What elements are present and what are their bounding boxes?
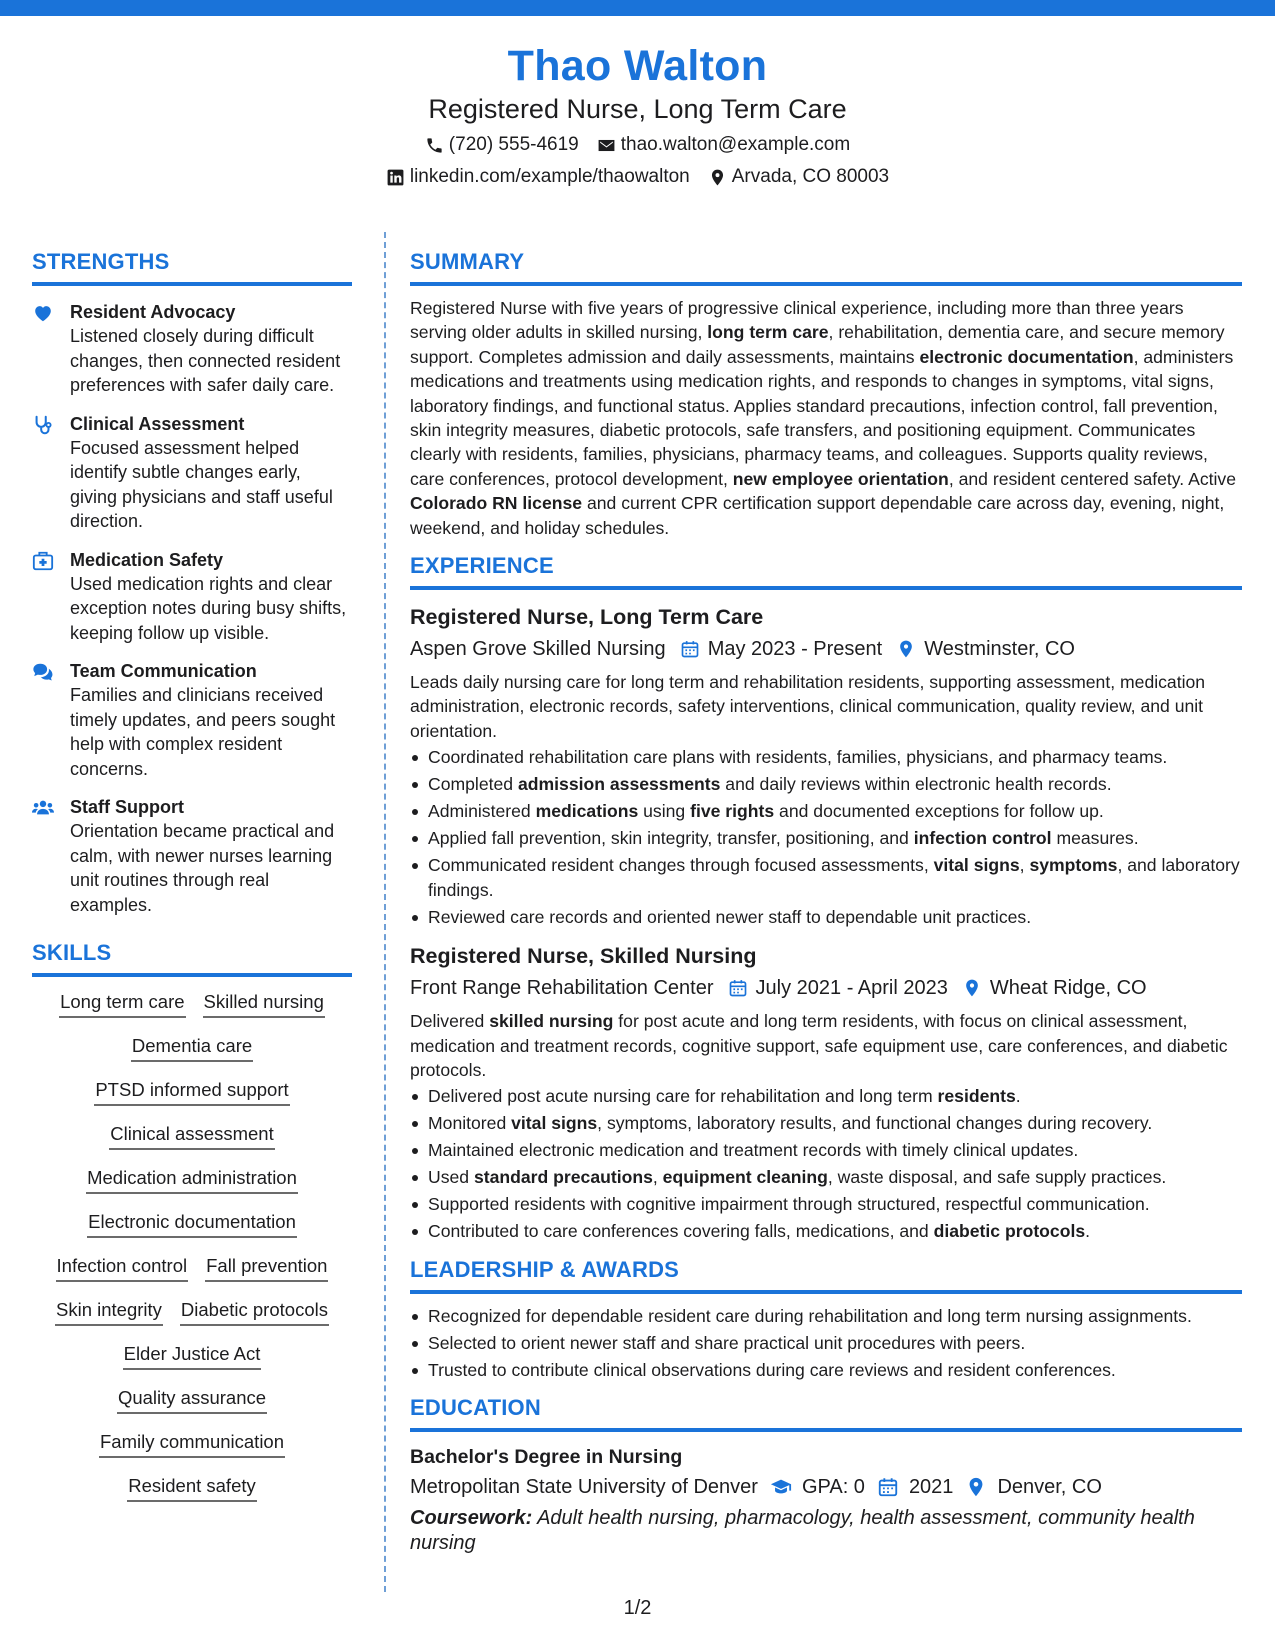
skill-tag: Clinical assessment bbox=[109, 1121, 274, 1150]
contact-phone bbox=[425, 130, 579, 160]
job-entry bbox=[410, 941, 1242, 1244]
strength-desc: Orientation became practical and calm, with newer nurses learning unit routines through real examples. bbox=[70, 821, 335, 915]
job-bullets bbox=[410, 745, 1242, 929]
skill-row bbox=[127, 1473, 257, 1502]
job-title: Registered Nurse, Long Term Care bbox=[410, 605, 764, 630]
stethoscope-icon bbox=[32, 414, 54, 436]
job-title: Registered Nurse, Skilled Nursing bbox=[410, 944, 757, 969]
strength-item bbox=[32, 659, 352, 781]
skill-row bbox=[87, 1209, 297, 1238]
heart-icon bbox=[32, 302, 54, 324]
map-pin-icon bbox=[896, 639, 916, 659]
medkit-icon bbox=[32, 550, 54, 572]
page-number: 1/2 bbox=[623, 1597, 652, 1619]
skill-row bbox=[55, 1297, 329, 1326]
strengths-heading: STRENGTHS bbox=[32, 249, 170, 274]
linkedin-link[interactable]: linkedin.com/example/thaowalton bbox=[409, 166, 690, 187]
job-meta bbox=[410, 634, 1242, 664]
skill-row bbox=[131, 1033, 253, 1062]
summary-text: Registered Nurse with five years of progressive clinical experience, including more than three years serving older adults in skilled nursing, long term care, rehabilitation, dementia care, and secure memory support. Completes admission and daily assessments, maintains electronic documentation, administers medications and treatments using medication rights, and responds to changes in symptoms, vital signs, laboratory findings, and functional status. Applies standard precautions, infection control, fall prevention, skin integrity measures, diabetic protocols, safe transfers, and positioning equipment. Communicates clearly with residents, families, physicians, pharmacy teams, and colleagues. Supports quality reviews, care conferences, protocol development, new employee orientation, and resident centered safety. Active Colorado RN license and current CPR certification support dependable care across day, evening, night, weekend, and holiday schedules. bbox=[410, 298, 1237, 538]
strength-desc: Listened closely during difficult changes, then connected resident preferences with safer daily care. bbox=[70, 326, 341, 395]
strength-title: Team Communication bbox=[70, 661, 257, 681]
job-company: Aspen Grove Skilled Nursing bbox=[410, 638, 666, 661]
summary-heading: SUMMARY bbox=[410, 249, 525, 274]
experience-heading: EXPERIENCE bbox=[410, 553, 554, 579]
contact-row-1 bbox=[0, 130, 1275, 160]
job-dates: July 2021 - April 2023 bbox=[755, 977, 948, 1000]
bullet-item: Contributed to care conferences covering falls, medications, and diabetic protocols. bbox=[410, 1219, 1242, 1243]
bullet-item: Administered medications using five rights and documented exceptions for follow up. bbox=[410, 799, 1242, 823]
strength-desc: Used medication rights and clear exception notes during busy shifts, keeping follow up visible. bbox=[70, 573, 347, 643]
top-accent-bar bbox=[0, 0, 1275, 16]
bullet-item: Selected to orient newer staff and share practical unit procedures with peers. bbox=[410, 1331, 1242, 1355]
strength-title: Medication Safety bbox=[70, 549, 224, 570]
bullet-item: Recognized for dependable resident care during rehabilitation and long term nursing assignments. bbox=[410, 1304, 1242, 1328]
bullet-item: Coordinated rehabilitation care plans with residents, families, physicians, and pharmacy teams. bbox=[410, 745, 1242, 769]
strength-title: Resident Advocacy bbox=[70, 302, 236, 322]
skill-row bbox=[94, 1077, 289, 1106]
skill-tag: Medication administration bbox=[86, 1165, 298, 1194]
education-meta bbox=[410, 1472, 1242, 1502]
bullet-item: Maintained electronic medication and treatment records with timely clinical updates. bbox=[410, 1138, 1242, 1162]
calendar-icon bbox=[728, 978, 748, 998]
users-icon bbox=[32, 797, 54, 819]
job-entry bbox=[410, 602, 1242, 929]
skills-rule bbox=[32, 973, 352, 977]
map-pin-icon bbox=[965, 1476, 987, 1498]
skill-tag: Fall prevention bbox=[205, 1253, 328, 1282]
skill-tag: Family communication bbox=[99, 1429, 285, 1458]
leadership-list bbox=[410, 1304, 1242, 1382]
bullet-item: Delivered post acute nursing care for rehabilitation and long term residents. bbox=[410, 1084, 1242, 1108]
candidate-title: Registered Nurse, Long Term Care bbox=[428, 94, 847, 124]
job-bullets bbox=[410, 1084, 1242, 1243]
contact-email[interactable] bbox=[597, 130, 850, 160]
phone-text: (720) 555-4619 bbox=[448, 134, 579, 155]
gpa-text: GPA: 0 bbox=[801, 1476, 865, 1499]
strength-item bbox=[32, 795, 352, 917]
bullet-item: Communicated resident changes through focused assessments, vital signs, symptoms, and laboratory findings. bbox=[410, 853, 1242, 902]
location-text: Arvada, CO 80003 bbox=[731, 166, 890, 187]
strength-title: Clinical Assessment bbox=[70, 413, 245, 434]
education-heading: EDUCATION bbox=[410, 1395, 541, 1421]
map-pin-icon bbox=[962, 978, 982, 998]
experience-rule bbox=[410, 586, 1242, 590]
candidate-name: Thao Walton bbox=[507, 42, 768, 90]
contact-location bbox=[708, 162, 889, 192]
email-link[interactable]: thao.walton@example.com bbox=[620, 134, 851, 155]
coursework-label: Coursework: bbox=[410, 1507, 533, 1530]
strength-title: Staff Support bbox=[70, 797, 184, 817]
strength-desc: Focused assessment helped identify subtle changes early, giving physicians and staff useful direction. bbox=[70, 437, 333, 531]
bullet-item: Applied fall prevention, skin integrity, transfer, positioning, and infection control measures. bbox=[410, 826, 1242, 850]
skill-row bbox=[99, 1429, 285, 1458]
graduation-year: 2021 bbox=[908, 1476, 954, 1499]
skill-row bbox=[86, 1165, 298, 1194]
strength-item bbox=[32, 412, 352, 534]
envelope-icon bbox=[597, 136, 616, 155]
skill-tag: Infection control bbox=[56, 1253, 189, 1282]
skill-tag: Skilled nursing bbox=[203, 989, 325, 1018]
education-rule bbox=[410, 1428, 1242, 1432]
coursework-text: Adult health nursing, pharmacology, health assessment, community health nursing bbox=[410, 1507, 1195, 1555]
bullet-item: Trusted to contribute clinical observations during care reviews and resident conferences. bbox=[410, 1358, 1242, 1382]
skills-list bbox=[32, 989, 352, 1517]
resume-header bbox=[0, 40, 1275, 192]
skill-tag: Diabetic protocols bbox=[180, 1297, 329, 1326]
left-column bbox=[32, 248, 352, 1517]
skill-row bbox=[109, 1121, 274, 1150]
strength-item bbox=[32, 300, 352, 398]
job-dates: May 2023 - Present bbox=[707, 638, 883, 661]
job-location: Westminster, CO bbox=[924, 638, 1075, 661]
phone-icon bbox=[425, 136, 444, 155]
skill-tag: Elder Justice Act bbox=[123, 1341, 262, 1370]
strengths-rule bbox=[32, 282, 352, 286]
bullet-item: Reviewed care records and oriented newer staff to dependable unit practices. bbox=[410, 905, 1242, 929]
right-column bbox=[410, 248, 1242, 1556]
skill-tag: Skin integrity bbox=[55, 1297, 163, 1326]
comments-icon bbox=[32, 661, 54, 683]
skill-tag: Long term care bbox=[59, 989, 185, 1018]
job-location: Wheat Ridge, CO bbox=[989, 977, 1147, 1000]
skill-tag: Dementia care bbox=[131, 1033, 253, 1062]
skill-row bbox=[117, 1385, 267, 1414]
skill-tag: PTSD informed support bbox=[94, 1077, 289, 1106]
skill-row bbox=[56, 1253, 329, 1282]
job-description: Delivered skilled nursing for post acute and long term residents, with focus on clinical assessment, medication and treatment records, cognitive support, safe equipment use, care conferences, and diabetic protocols. bbox=[410, 1011, 1228, 1080]
leadership-heading: LEADERSHIP & AWARDS bbox=[410, 1256, 680, 1282]
school-location: Denver, CO bbox=[997, 1476, 1102, 1499]
leadership-rule bbox=[410, 1290, 1242, 1294]
skill-tag: Resident safety bbox=[127, 1473, 257, 1502]
bullet-item: Used standard precautions, equipment cleaning, waste disposal, and safe supply practices. bbox=[410, 1165, 1242, 1189]
coursework bbox=[410, 1506, 1242, 1556]
calendar-icon bbox=[877, 1476, 899, 1498]
skills-heading: SKILLS bbox=[32, 940, 112, 965]
school-name: Metropolitan State University of Denver bbox=[410, 1476, 758, 1499]
summary-rule bbox=[410, 282, 1242, 286]
bullet-item: Supported residents with cognitive impairment through structured, respectful communication. bbox=[410, 1192, 1242, 1216]
graduation-cap-icon bbox=[770, 1476, 792, 1498]
contact-linkedin[interactable] bbox=[386, 162, 690, 192]
linkedin-icon bbox=[386, 168, 405, 187]
job-description: Leads daily nursing care for long term and rehabilitation residents, supporting assessment, medication administration, electronic records, safety interventions, clinical communication, quality review, and unit orientation. bbox=[410, 672, 1206, 741]
column-divider bbox=[384, 232, 386, 1592]
job-company: Front Range Rehabilitation Center bbox=[410, 977, 714, 1000]
map-pin-icon bbox=[708, 168, 727, 187]
job-meta bbox=[410, 973, 1242, 1003]
degree-title: Bachelor's Degree in Nursing bbox=[410, 1446, 683, 1469]
skill-tag: Electronic documentation bbox=[87, 1209, 297, 1238]
skill-row bbox=[123, 1341, 262, 1370]
strength-item bbox=[32, 548, 352, 646]
bullet-item: Completed admission assessments and daily reviews within electronic health records. bbox=[410, 772, 1242, 796]
skill-tag: Quality assurance bbox=[117, 1385, 267, 1414]
bullet-item: Monitored vital signs, symptoms, laboratory results, and functional changes during recovery. bbox=[410, 1111, 1242, 1135]
strength-desc: Families and clinicians received timely updates, and peers sought help with complex resident concerns. bbox=[70, 685, 336, 779]
calendar-icon bbox=[680, 639, 700, 659]
skill-row bbox=[59, 989, 325, 1018]
contact-row-2 bbox=[0, 162, 1275, 192]
